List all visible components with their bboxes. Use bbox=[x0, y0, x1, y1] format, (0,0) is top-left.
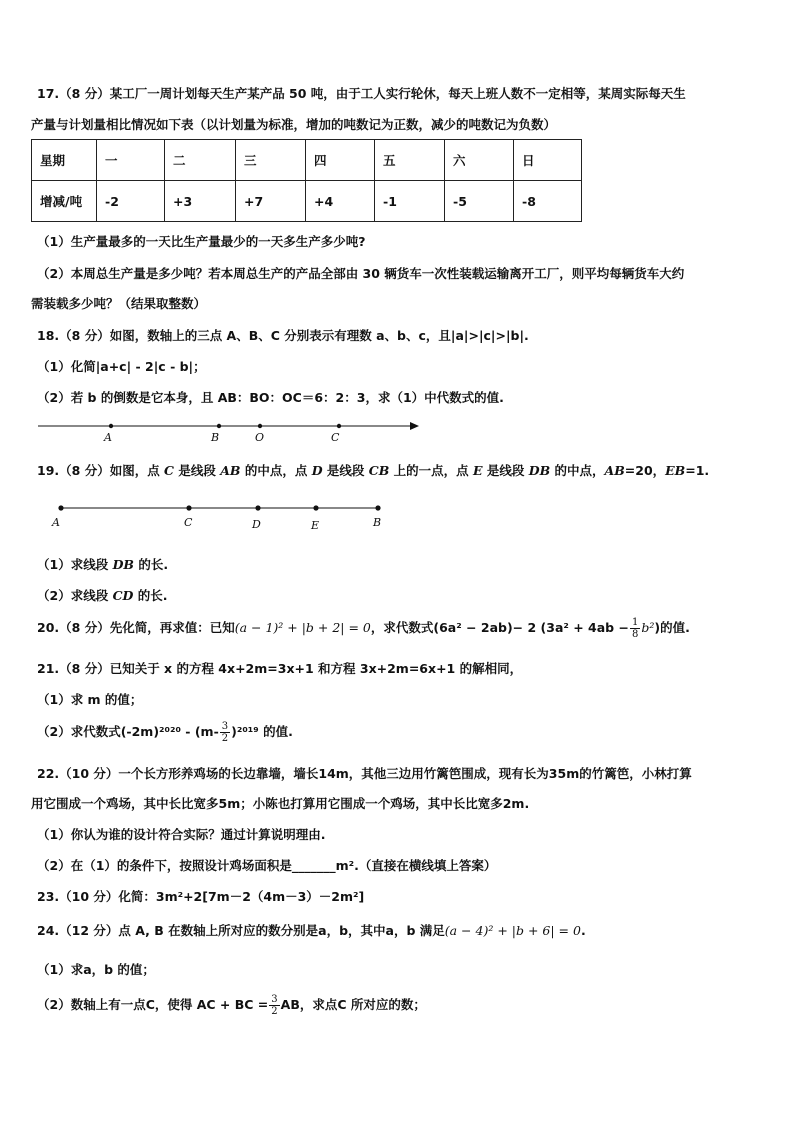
label-e: E bbox=[311, 519, 320, 532]
q17-line1: 17.（8 分）某工厂一周计划每天生产某产品 50 吨，由于工人实行轮休，每天上班人数不一定相等，某周实际每天生 bbox=[37, 86, 686, 101]
table-cell: 四 bbox=[306, 140, 375, 181]
q22-line1: 22.（10 分）一个长方形养鸡场的长边靠墙，墙长14m，其他三边用竹篱笆围成，现有长为35m的竹篱笆，小林打算 bbox=[37, 766, 692, 781]
table-row bbox=[32, 140, 582, 181]
table-cell: -1 bbox=[375, 181, 445, 222]
text: AB，求点C 所对应的数； bbox=[280, 997, 426, 1012]
text: 的中点， bbox=[550, 463, 605, 478]
table-cell: 五 bbox=[375, 140, 445, 181]
var: C bbox=[164, 463, 174, 478]
label-a: A bbox=[52, 516, 60, 529]
text: m².（直接在横线填上答案） bbox=[335, 858, 497, 873]
q22-sub1: （1）你认为谁的设计符合实际？通过计算说明理由. bbox=[37, 827, 326, 842]
table-cell: 增减/吨 bbox=[32, 181, 97, 222]
condition: (a − 1)² + |b + 2| = 0 bbox=[234, 620, 371, 635]
q17-sub2-line2: 需装载多少吨？（结果取整数） bbox=[31, 296, 207, 311]
var: AB bbox=[604, 463, 625, 478]
var: E bbox=[473, 463, 483, 478]
arrow-right-icon bbox=[410, 422, 419, 430]
var: CB bbox=[368, 463, 390, 478]
text: 是线段 bbox=[174, 463, 221, 478]
label-d: D bbox=[252, 518, 261, 531]
label-b: B bbox=[211, 431, 220, 444]
q22-sub2 bbox=[37, 856, 496, 874]
text: 19.（8 分）如图，点 bbox=[37, 463, 165, 478]
table-cell: 六 bbox=[445, 140, 514, 181]
label-c: C bbox=[184, 516, 193, 529]
text: 的中点，点 bbox=[240, 463, 312, 478]
q18-sub1: （1）化简|a+c| - 2|c - b|； bbox=[37, 359, 206, 374]
text: 20.（8 分）先化简，再求值：已知 bbox=[37, 620, 235, 635]
denominator: 8 bbox=[631, 629, 639, 640]
q19-sub1 bbox=[37, 555, 168, 573]
q18-number-line bbox=[35, 414, 425, 444]
q20-stem bbox=[37, 613, 690, 643]
label-a: A bbox=[104, 431, 112, 444]
var: DB bbox=[528, 463, 551, 478]
text: （2）数轴上有一点C，使得 AC + BC = bbox=[37, 997, 269, 1012]
text: =20， bbox=[624, 463, 666, 478]
text: 上的一点，点 bbox=[389, 463, 473, 478]
q17-sub1: （1）生产量最多的一天比生产量最少的一天多生产多少吨? bbox=[37, 234, 366, 249]
var: D bbox=[311, 463, 323, 478]
table-cell: 二 bbox=[165, 140, 236, 181]
var: DB bbox=[112, 557, 134, 572]
table-cell: -5 bbox=[445, 181, 514, 222]
var: b² bbox=[641, 620, 655, 635]
q19-stem bbox=[37, 461, 709, 479]
fraction bbox=[630, 617, 640, 640]
q21-sub2 bbox=[37, 717, 293, 747]
point-a bbox=[109, 424, 113, 428]
text: 是线段 bbox=[482, 463, 529, 478]
q24-stem bbox=[37, 921, 586, 939]
q17-line2: 产量与计划量相比情况如下表（以计划量为标准，增加的吨数记为正数，减少的吨数记为负数） bbox=[31, 117, 557, 132]
text: 24.（12 分）点 A, B 在数轴上所对应的数分别是a，b，其中a，b 满足 bbox=[37, 923, 445, 938]
q17-table bbox=[31, 139, 582, 222]
point-o bbox=[258, 424, 262, 428]
numerator: 3 bbox=[271, 994, 278, 1005]
table-cell: +3 bbox=[165, 181, 236, 222]
text: （2）求线段 bbox=[37, 588, 113, 603]
q24-sub1: （1）求a，b 的值； bbox=[37, 962, 155, 977]
q19-segment-figure bbox=[48, 498, 393, 534]
q21-stem: 21.（8 分）已知关于 x 的方程 4x+2m=3x+1 和方程 3x+2m=6x+1 的解相同， bbox=[37, 661, 523, 676]
q24-sub2 bbox=[37, 990, 426, 1020]
denominator: 2 bbox=[271, 1006, 278, 1017]
q17-sub2-line1: （2）本周总生产量是多少吨？若本周总生产的产品全部由 30 辆货车一次性装载运输离开工厂，则平均每辆货车大约 bbox=[37, 266, 685, 281]
point-a bbox=[58, 505, 63, 510]
text: )²⁰¹⁹ 的值. bbox=[231, 724, 293, 739]
label-c: C bbox=[331, 431, 340, 444]
q18-sub2: （2）若 b 的倒数是它本身，且 AB：BO：OC＝6：2：3，求（1）中代数式的值. bbox=[37, 390, 504, 405]
text: （2）在（1）的条件下，按照设计鸡场面积是 bbox=[37, 858, 292, 873]
text: =1. bbox=[685, 463, 710, 478]
text: 是线段 bbox=[322, 463, 369, 478]
table-cell: -8 bbox=[514, 181, 582, 222]
q22-line2: 用它围成一个鸡场，其中长比宽多5m；小陈也打算用它围成一个鸡场，其中长比宽多2m. bbox=[31, 796, 530, 811]
point-c bbox=[337, 424, 341, 428]
text: )的值. bbox=[654, 620, 690, 635]
q19-sub2 bbox=[37, 586, 167, 604]
q18-stem: 18.（8 分）如图，数轴上的三点 A、B、C 分别表示有理数 a、b、c，且|a|>|c|>|b|. bbox=[37, 328, 529, 343]
label-b: B bbox=[373, 516, 382, 529]
text: ，求代数式(6a² − 2ab)− 2 (3a² + 4ab − bbox=[370, 620, 629, 635]
point-d bbox=[255, 505, 260, 510]
var: EB bbox=[665, 463, 686, 478]
table-cell: -2 bbox=[97, 181, 165, 222]
table-cell: 日 bbox=[514, 140, 582, 181]
denominator: 2 bbox=[221, 733, 229, 744]
var: AB bbox=[220, 463, 241, 478]
var: CD bbox=[112, 588, 134, 603]
point-b bbox=[217, 424, 221, 428]
fraction bbox=[220, 721, 230, 744]
table-cell: +4 bbox=[306, 181, 375, 222]
point-b bbox=[375, 505, 380, 510]
text: （2）求代数式(-2m)²⁰²⁰ - (m- bbox=[37, 724, 219, 739]
condition: (a − 4)² + |b + 6| = 0 bbox=[444, 923, 581, 938]
q23-stem: 23.（10 分）化简：3m²+2[7m－2（4m－3）－2m²] bbox=[37, 889, 365, 904]
table-cell: 星期 bbox=[32, 140, 97, 181]
table-cell: 三 bbox=[236, 140, 306, 181]
answer-blank[interactable]: _______ bbox=[291, 858, 336, 873]
table-row bbox=[32, 181, 582, 222]
text: （1）求线段 bbox=[37, 557, 113, 572]
point-c bbox=[186, 505, 191, 510]
table-cell: +7 bbox=[236, 181, 306, 222]
q21-sub1: （1）求 m 的值； bbox=[37, 692, 143, 707]
text: 的长. bbox=[133, 588, 168, 603]
fraction bbox=[269, 994, 279, 1017]
point-e bbox=[313, 505, 318, 510]
text: 的长. bbox=[133, 557, 169, 572]
label-o: O bbox=[255, 431, 265, 444]
numerator: 3 bbox=[221, 721, 229, 732]
numerator: 1 bbox=[631, 617, 639, 628]
text: . bbox=[580, 923, 586, 938]
table-cell: 一 bbox=[97, 140, 165, 181]
